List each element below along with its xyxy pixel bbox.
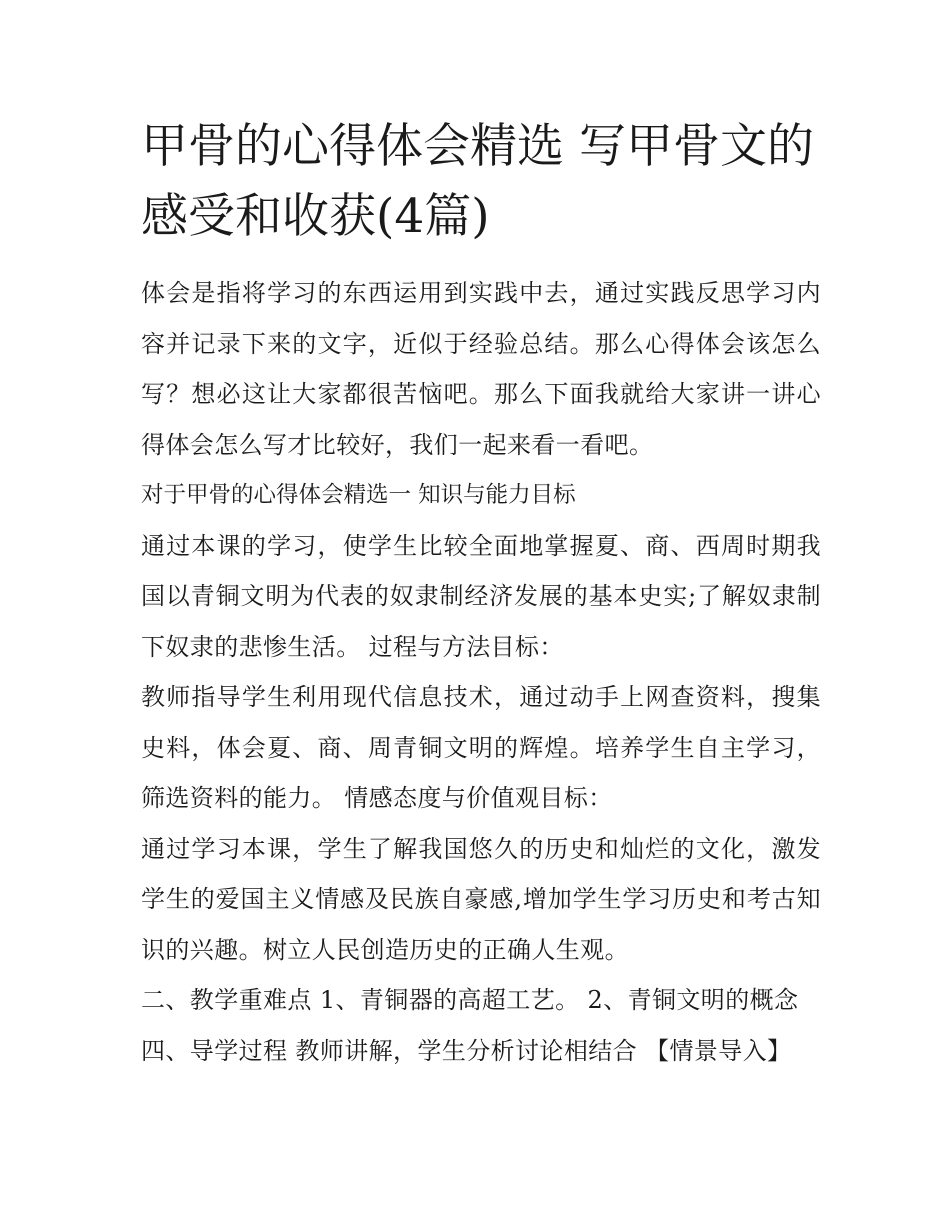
paragraph-process: 四、导学过程 教师讲解，学生分析讨论相结合 【情景导入】: [141, 1036, 792, 1065]
document-title: 甲骨的心得体会精选 写甲骨文的感受和收获(4篇): [141, 119, 814, 244]
paragraph-knowledge-goal: 通过本课的学习，使学生比较全面地掌握夏、商、西周时期我国以青铜文明为代表的奴隶制经济发展的基本史实;了解奴隶制下奴隶的悲惨生活。 过程与方法目标：: [141, 531, 821, 661]
document-body: [141, 268, 821, 1076]
section-heading-one: 对于甲骨的心得体会精选一 知识与能力目标: [141, 482, 576, 508]
paragraph-intro: 体会是指将学习的东西运用到实践中去，通过实践反思学习内容并记录下来的文字，近似于经验总结。那么心得体会该怎么写？想必这让大家都很苦恼吧。那么下面我就给大家讲一讲心得体会怎么写才比较好，我们一起来看一看吧。: [141, 279, 821, 459]
paragraph-key-points: 二、教学重难点 1、青铜器的高超工艺。 2、青铜文明的概念: [141, 986, 799, 1014]
paragraph-attitude-goal: 通过学习本课，学生了解我国悠久的历史和灿烂的文化，激发学生的爱国主义情感及民族自豪感,增加学生学习历史和考古知识的兴趣。树立人民创造历史的正确人生观。: [141, 834, 821, 964]
document-page: [141, 112, 821, 1076]
paragraph-method-goal: 教师指导学生利用现代信息技术，通过动手上网查资料，搜集史料，体会夏、商、周青铜文明的辉煌。培养学生自主学习，筛选资料的能力。 情感态度与价值观目标：: [141, 683, 821, 812]
